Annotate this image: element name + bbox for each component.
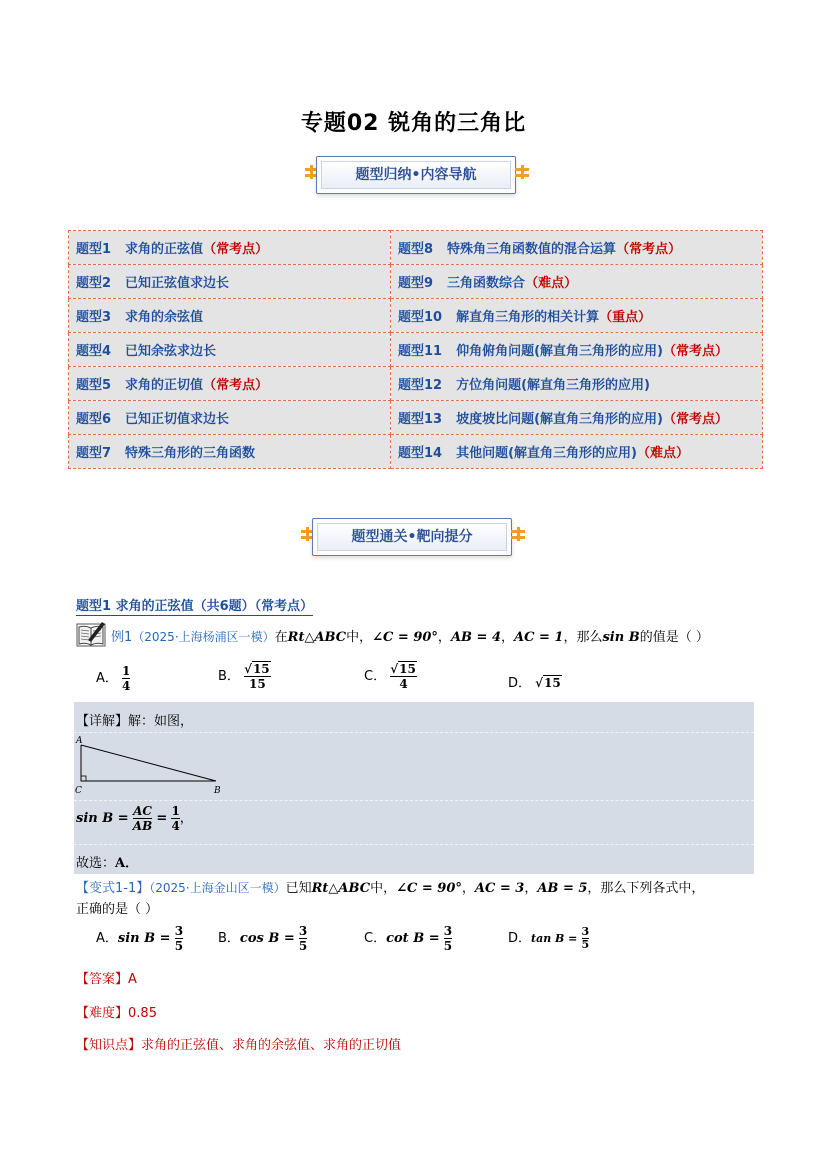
knowledge-label: 【知识点】 <box>76 1038 142 1053</box>
topic-number: 题型14 <box>398 446 443 461</box>
topic-navigation-table <box>68 230 763 469</box>
math-condition: AB = 4 <box>450 630 502 645</box>
topic-number: 题型6 <box>76 412 112 427</box>
math-condition: AB = 5 <box>537 881 588 896</box>
banner-ornament-right <box>515 165 529 179</box>
option-label: A． <box>96 671 118 686</box>
topic-title: 特殊角三角函数值的混合运算 <box>447 242 617 257</box>
topic-title: 求角的正切值 <box>125 378 204 393</box>
nav-row <box>69 333 763 367</box>
nav-topic-link[interactable] <box>69 367 391 401</box>
vertex-c: C <box>75 786 82 796</box>
nav-topic-link[interactable] <box>391 401 763 435</box>
difficulty-value: 0.85 <box>128 1006 157 1021</box>
topic-number: 题型13 <box>398 412 443 427</box>
stem-text: 中， <box>346 630 373 645</box>
variant-label: 【变式1-1】 <box>76 881 150 896</box>
triangle-diagram <box>74 736 234 796</box>
detail-label: 【详解】解：如图， <box>76 714 194 729</box>
nav-row <box>69 401 763 435</box>
math-triangle: Rt△ABC <box>287 630 347 645</box>
topic-tag: （常考点） <box>662 344 728 359</box>
difficulty-line <box>76 1002 157 1021</box>
section-heading[interactable]: 题型1 求角的正弦值（共6题）（常考点） <box>76 595 313 616</box>
topic-number: 题型10 <box>398 310 443 325</box>
choose-value: A． <box>115 856 139 871</box>
option-fraction: $\frac{3}{5}$ <box>298 924 308 953</box>
topic-title: 特殊三角形的三角函数 <box>125 446 256 461</box>
topic-tag: （常考点） <box>662 412 728 427</box>
variant-option-c[interactable] <box>364 924 452 953</box>
fraction-ac-ab: $\frac{AC}{AB}$ <box>132 804 153 833</box>
option-label: B． <box>218 669 240 684</box>
answer-value: A <box>128 972 137 987</box>
topic-number: 题型8 <box>398 242 434 257</box>
stem-text: ，那么 <box>563 630 603 645</box>
stem-text: 正确的是（ ） <box>76 902 159 917</box>
option-label: B． <box>218 931 240 946</box>
topic-title: 解直角三角形的相关计算 <box>456 310 600 325</box>
option-fn: tan B = <box>531 932 578 945</box>
nav-topic-link[interactable] <box>69 299 391 333</box>
stem-text: 中， <box>370 881 397 896</box>
topic-title: 坡度坡比问题(解直角三角形的应用) <box>456 412 663 427</box>
formula-eq: = <box>156 811 168 826</box>
nav-topic-link[interactable] <box>391 435 763 469</box>
topic-number: 题型4 <box>76 344 112 359</box>
solution-box <box>74 702 754 874</box>
choose-text: 故选： <box>76 856 116 871</box>
topic-title: 已知正弦值求边长 <box>125 276 230 291</box>
option-fraction: $\frac{√15}{4}$ <box>390 662 416 691</box>
example-label: 例1 <box>111 630 133 645</box>
topic-number: 题型5 <box>76 378 112 393</box>
option-label: D． <box>508 931 532 946</box>
banner-box <box>316 156 516 194</box>
stem-text: 的值是（ ） <box>639 630 709 645</box>
answer-label: 【答案】 <box>76 972 129 987</box>
topic-title: 求角的余弦值 <box>125 310 204 325</box>
option-a[interactable] <box>96 664 130 693</box>
nav-topic-link[interactable] <box>391 333 763 367</box>
topic-tag: （难点） <box>636 446 689 461</box>
book-icon <box>76 620 108 650</box>
topic-number: 题型3 <box>76 310 112 325</box>
nav-row <box>69 367 763 401</box>
variant-option-a[interactable] <box>96 924 183 953</box>
formula-lhs: sin B = <box>76 811 129 826</box>
math-condition: ∠C = 90° <box>396 881 462 896</box>
option-c[interactable] <box>364 662 417 691</box>
stem-text: 在 <box>274 630 288 645</box>
topic-title: 已知余弦求边长 <box>125 344 217 359</box>
topic-title: 仰角俯角问题(解直角三角形的应用) <box>456 344 663 359</box>
topic-title: 其他问题(解直角三角形的应用) <box>456 446 637 461</box>
choose-line <box>76 852 138 871</box>
option-fraction: $\frac{1}{4}$ <box>122 664 131 693</box>
nav-row <box>69 265 763 299</box>
topic-title: 三角函数综合 <box>447 276 526 291</box>
option-fn: sin B = <box>117 931 171 946</box>
topic-tag: （常考点） <box>616 242 682 257</box>
nav-topic-link[interactable] <box>69 231 391 265</box>
answer-line <box>76 968 137 987</box>
option-d[interactable] <box>508 672 562 691</box>
difficulty-label: 【难度】 <box>76 1006 129 1021</box>
topic-number: 题型1 <box>76 242 112 257</box>
topic-number: 题型2 <box>76 276 112 291</box>
math-condition: AC = 3 <box>474 881 525 896</box>
math-triangle: Rt△ABC <box>311 881 371 896</box>
nav-topic-link[interactable] <box>391 265 763 299</box>
banner-box <box>312 518 512 556</box>
option-fraction: $\frac{3}{5}$ <box>581 925 590 951</box>
solution-formula <box>76 804 193 833</box>
knowledge-value: 求角的正弦值、求角的余弦值、求角的正切值 <box>141 1038 402 1053</box>
option-label: C． <box>364 669 387 684</box>
banner-text: 题型通关•靶向提分 <box>351 529 473 545</box>
formula-end: ， <box>179 811 193 826</box>
option-fn: cos B = <box>239 931 295 946</box>
stem-text: ，那么下列各式中， <box>587 881 705 896</box>
variant-source: （2025·上海金山区一模） <box>149 881 286 895</box>
nav-topic-link[interactable] <box>69 333 391 367</box>
nav-topic-link[interactable] <box>69 265 391 299</box>
topic-number: 题型9 <box>398 276 434 291</box>
option-sqrt: √15 <box>535 676 561 690</box>
option-fn: cot B = <box>386 931 440 946</box>
nav-row <box>69 435 763 469</box>
page-title: 专题02 锐角的三角比 <box>300 111 527 136</box>
stem-text: 已知 <box>285 881 312 896</box>
topic-tag: （常考点） <box>203 242 269 257</box>
topic-title: 方位角问题(解直角三角形的应用) <box>456 378 650 393</box>
section-banner-practice <box>301 518 521 558</box>
section-banner-navigation <box>305 156 525 196</box>
nav-topic-link[interactable] <box>391 299 763 333</box>
variant-question: 【变式1-1】（2025·上海金山区一模）已知Rt△ABC中，∠C = 90°，AC = 3，AB = 5，那么下列各式中， 正确的是（ ） <box>76 881 705 917</box>
option-label: C． <box>364 931 387 946</box>
topic-number: 题型12 <box>398 378 443 393</box>
vertex-a: A <box>76 736 83 746</box>
fraction-result: $\frac{1}{4}$ <box>171 804 180 833</box>
nav-row <box>69 231 763 265</box>
nav-topic-link[interactable] <box>391 367 763 401</box>
nav-topic-link[interactable] <box>69 401 391 435</box>
nav-row <box>69 299 763 333</box>
option-fraction: $\frac{3}{5}$ <box>443 924 453 953</box>
nav-topic-link[interactable] <box>391 231 763 265</box>
variant-option-b[interactable] <box>218 924 307 953</box>
topic-title: 求角的正弦值 <box>125 242 204 257</box>
example-source: （2025·上海杨浦区一模） <box>132 630 275 644</box>
banner-ornament-right <box>511 527 525 541</box>
vertex-b: B <box>214 786 221 796</box>
variant-option-d[interactable] <box>508 926 589 951</box>
math-sinB: sin B <box>602 630 640 645</box>
option-label: D． <box>508 676 532 691</box>
topic-number: 题型11 <box>398 344 443 359</box>
knowledge-line <box>76 1034 401 1053</box>
topic-tag: （常考点） <box>203 378 269 393</box>
banner-text: 题型归纳•内容导航 <box>355 167 477 183</box>
option-label: A． <box>96 931 118 946</box>
option-fraction: $\frac{3}{5}$ <box>174 924 184 953</box>
option-b[interactable] <box>218 662 271 691</box>
topic-title: 已知正切值求边长 <box>125 412 230 427</box>
example-question: 例1（2025·上海杨浦区一模）在Rt△ABC中，∠C = 90°，AB = 4，AC = 1，那么sin B的值是（ ） <box>111 630 709 645</box>
topic-number: 题型7 <box>76 446 112 461</box>
math-condition: ∠C = 90° <box>372 630 438 645</box>
option-fraction: $\frac{√15}{15}$ <box>244 662 270 691</box>
topic-tag: （重点） <box>599 310 652 325</box>
nav-topic-link[interactable] <box>69 435 391 469</box>
math-condition: AC = 1 <box>514 630 564 645</box>
topic-tag: （难点） <box>525 276 578 291</box>
